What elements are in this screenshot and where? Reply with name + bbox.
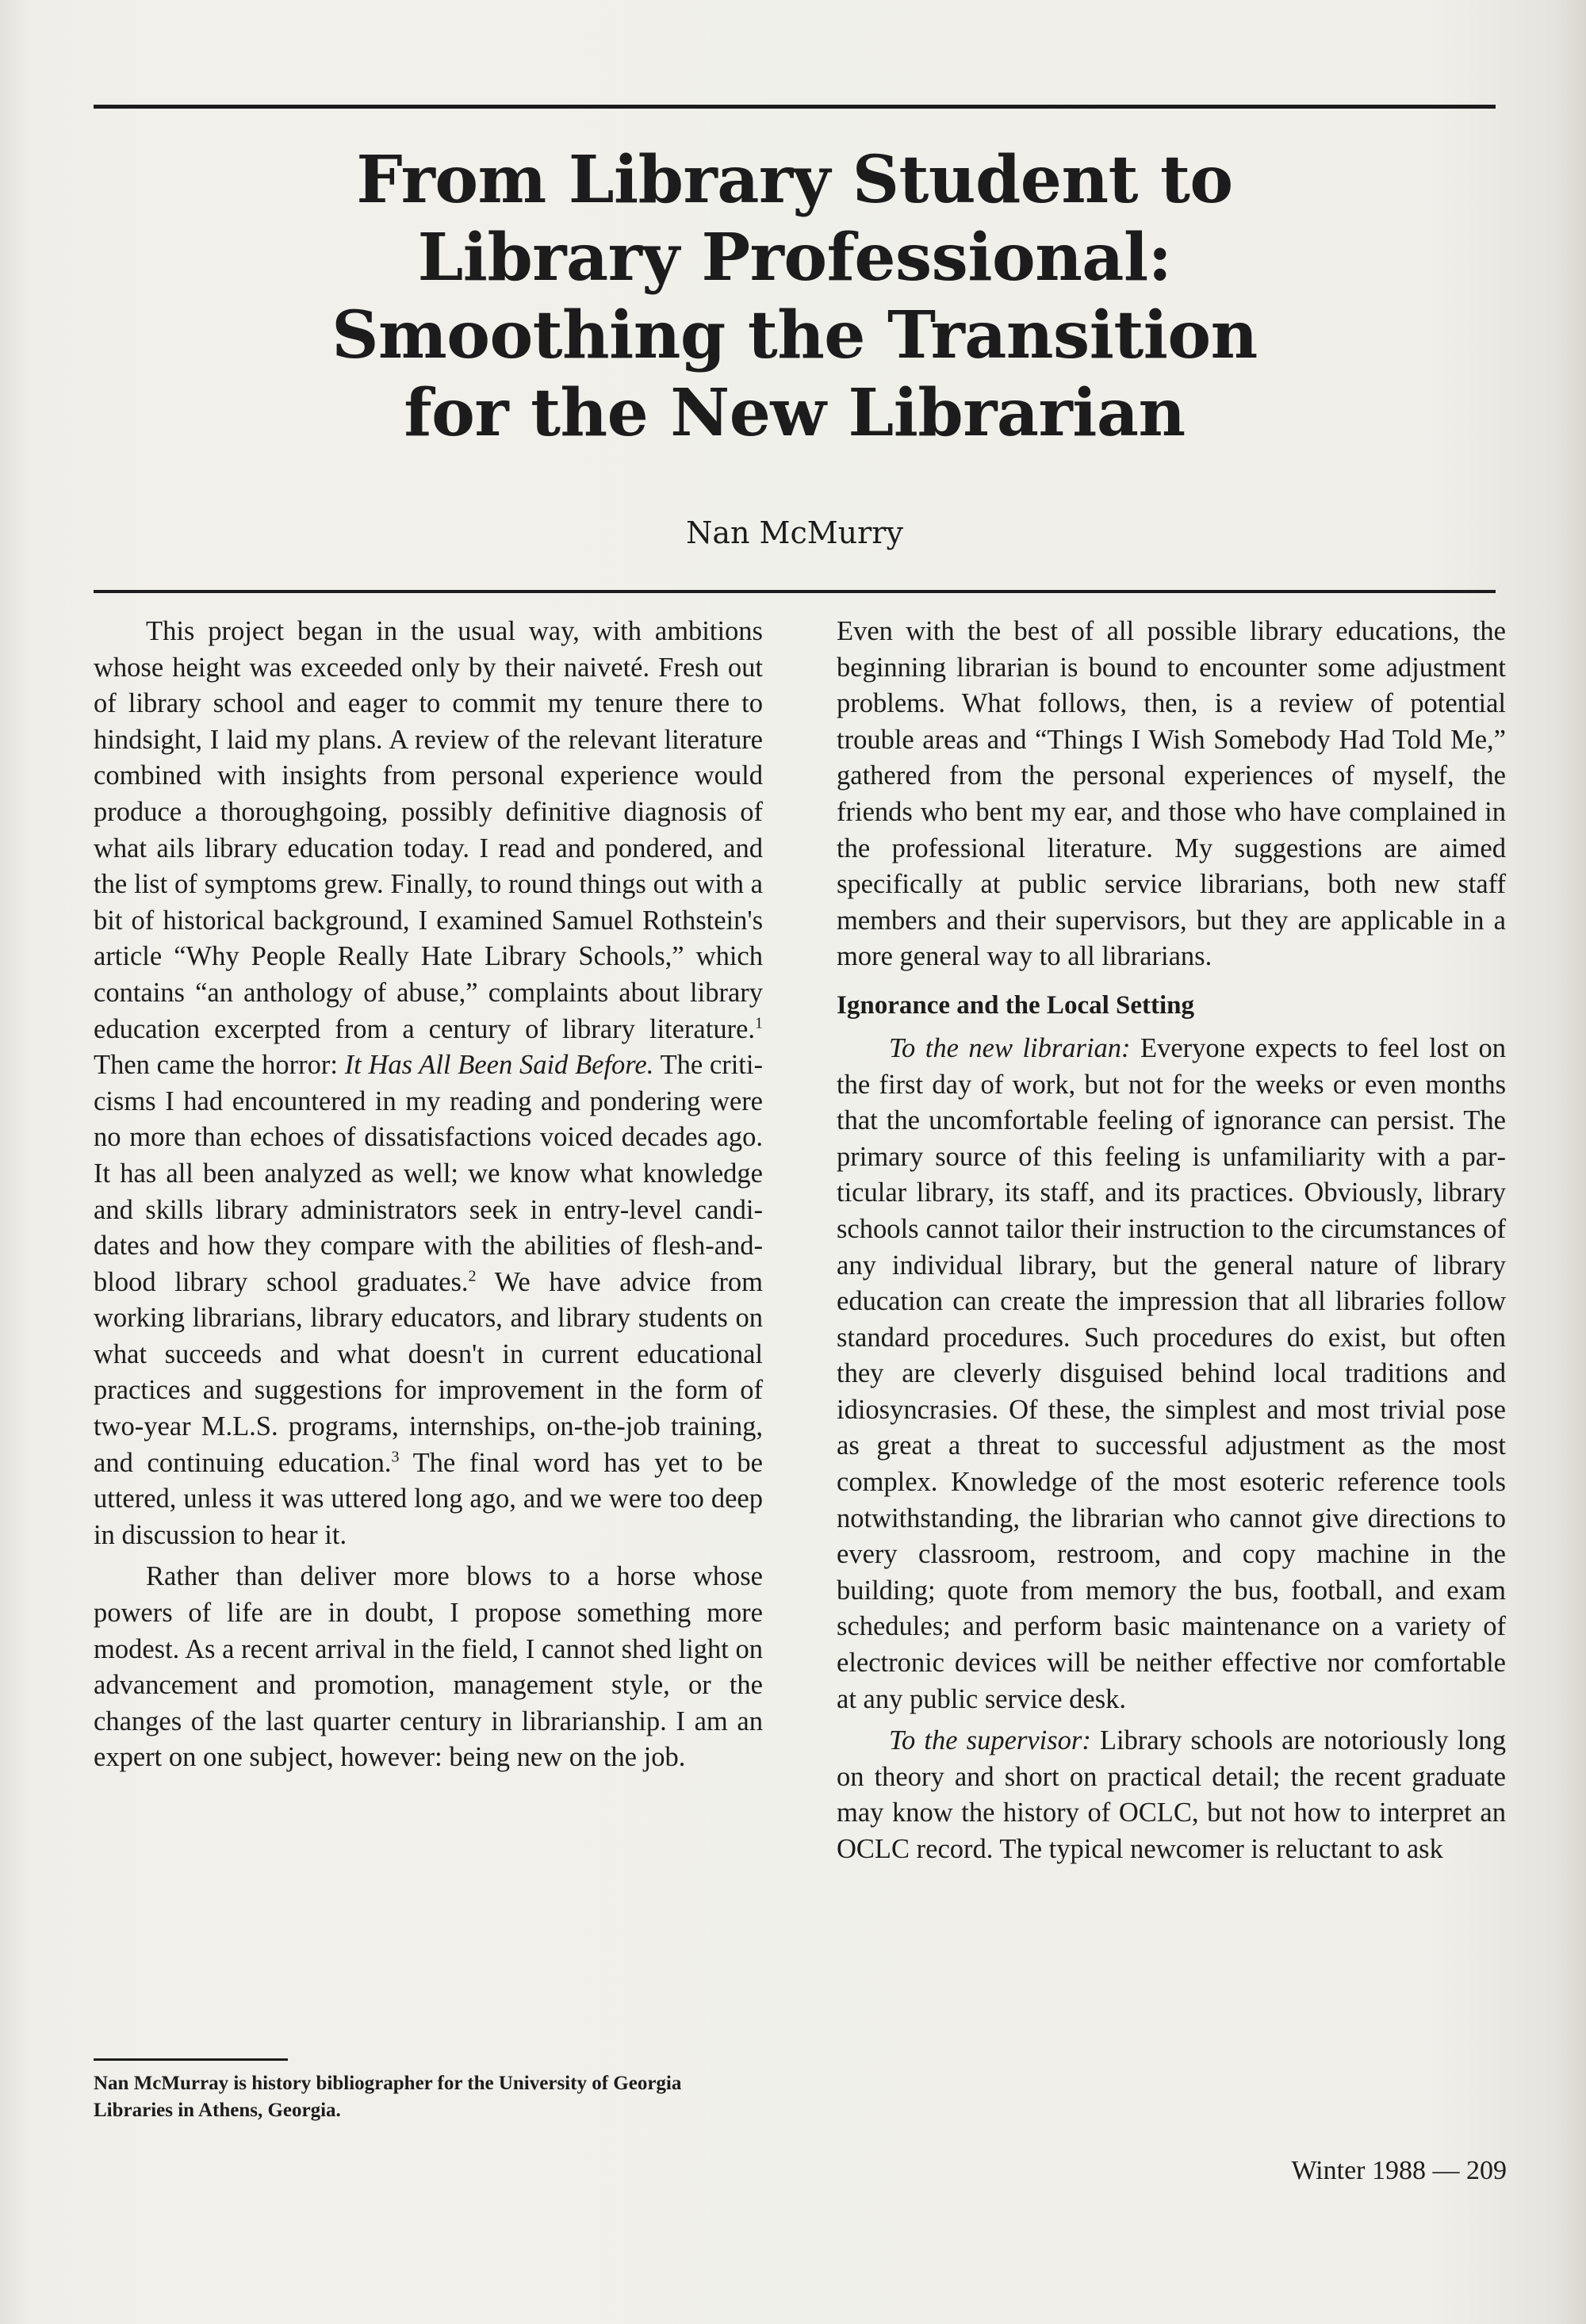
body-paragraph: Even with the best of all possible library educations, the beginning librarian is bound to encounter some adjustment problems. What follows, then, is a review of potential trouble areas and “Things I Wish Somebody Had Told Me,” gathered from the personal experiences of myself, the friends who bent my ear, and those who have complained in the professional literature. My suggestions are aimed specifically at public service librarians, both new staff members and their supervisors, but they are applicable in a more general way to all librarians. [837, 616, 1506, 972]
body-paragraph [837, 1031, 1506, 1717]
footnote-ref: 2 [468, 1267, 477, 1285]
paragraph-text: The final word has yet to be uttered, unless it was uttered long ago, and we were too deep in discussion to hear it. [94, 1447, 763, 1550]
emphasis-text: It Has All Been Said Before. [344, 1050, 654, 1081]
right-column [837, 614, 1506, 1868]
page-footer: Winter 1988 — 209 [1291, 2156, 1507, 2185]
lead-in: To the new librarian: [889, 1032, 1131, 1063]
author-byline: Nan McMurry [686, 515, 903, 550]
paragraph-text: The criticisms I had encountered in my reading and pondering were no more than echoes of dissatisfactions voiced decades ago. It has all been analyzed as well; we know what knowledge and skills library administrators seek in entry-level candidates and how they compare with the abilities of flesh-and-blood library school graduates. [94, 1050, 763, 1297]
paragraph-text: Then came the horror: [94, 1050, 345, 1081]
body-paragraph: Rather than deliver more blows to a horse whose powers of life are in doubt, I propose something more modest. As a recent arrival in the field, I cannot shed light on advancement and promotion, management style, or the changes of the last quarter century in librarianship. I am an expert on one subject, however: being new on the job. [94, 1561, 763, 1773]
author-footnote: Nan McMurray is history bibliographer for the University of Georgia Libraries in Athens, Georgia. [94, 2073, 682, 2121]
paragraph-text: We have advice from working librarians, library educators, and library students on what succeeds and what doesn't in current educational practices and suggestions for improvement in the form of two-year M.L.S. programs, internships, on-the-job training, and continuing education. [94, 1266, 764, 1478]
paragraph-text: This project began in the usual way, with ambitions whose height was exceeded only by their naiveté. Fresh out of library school and eager to commit my tenure there to hindsight, I laid my plans. A review of the relevant literature combined with insights from personal experience would produce a thoroughgoing, possibly definitive diagnosis of what ails library education today. I read and pondered, and the list of symptoms grew. Finally, to round things out with a bit of historical background, I examined Samuel Rothstein's article “Why People Really Hate Library Schools,” which contains “an anthology of abuse,” complaints about library education excerpted from a century of library literature. [94, 616, 763, 1044]
left-column [94, 614, 763, 1776]
title-line: Library Professional: [417, 220, 1172, 296]
lead-in: To the supervisor: [889, 1725, 1091, 1756]
article-title [94, 141, 1496, 452]
title-line: From Library Student to [356, 142, 1233, 218]
footnote-rule [94, 2058, 288, 2061]
body-paragraph [837, 1723, 1506, 1867]
title-line: for the New Librarian [404, 375, 1186, 451]
footnote-ref: 1 [755, 1014, 763, 1032]
paragraph-text: Everyone expects to feel lost on the first day of work, but not for the weeks or even months that the uncomfortable feeling of ignorance can persist. The primary source of this feeling is unfamiliarity with a particular library, its staff, and its practices. Obviously, library schools cannot tailor their instruction to the circumstances of any individual library, but the general nature of library education can create the impression that all libraries follow standard procedures. Such procedures do exist, but often they are cleverly disguised behind local traditions and idiosyncrasies. Of these, the simplest and most trivial pose as great a threat to successful adjustment as the most complex. Knowledge of the most esoteric reference tools notwithstanding, the librarian who cannot give directions to every classroom, restroom, and copy machine in the building; quote from memory the bus, football, and exam schedules; and perform basic maintenance on a variety of electronic devices will be neither effective nor comfortable at any public service desk. [837, 1032, 1506, 1714]
top-rule [94, 105, 1496, 109]
body-paragraph [94, 614, 763, 1553]
header-rule [94, 590, 1496, 593]
footnote-ref: 3 [391, 1448, 400, 1466]
section-heading: Ignorance and the Local Setting [837, 990, 1195, 1020]
title-line: Smoothing the Transition [331, 297, 1258, 373]
paragraph-text: Library schools are notoriously long on theory and short on practical detail; the recent graduate may know the history of OCLC, but not how to interpret an OCLC record. The typical newcomer is reluctant to ask [837, 1725, 1507, 1864]
